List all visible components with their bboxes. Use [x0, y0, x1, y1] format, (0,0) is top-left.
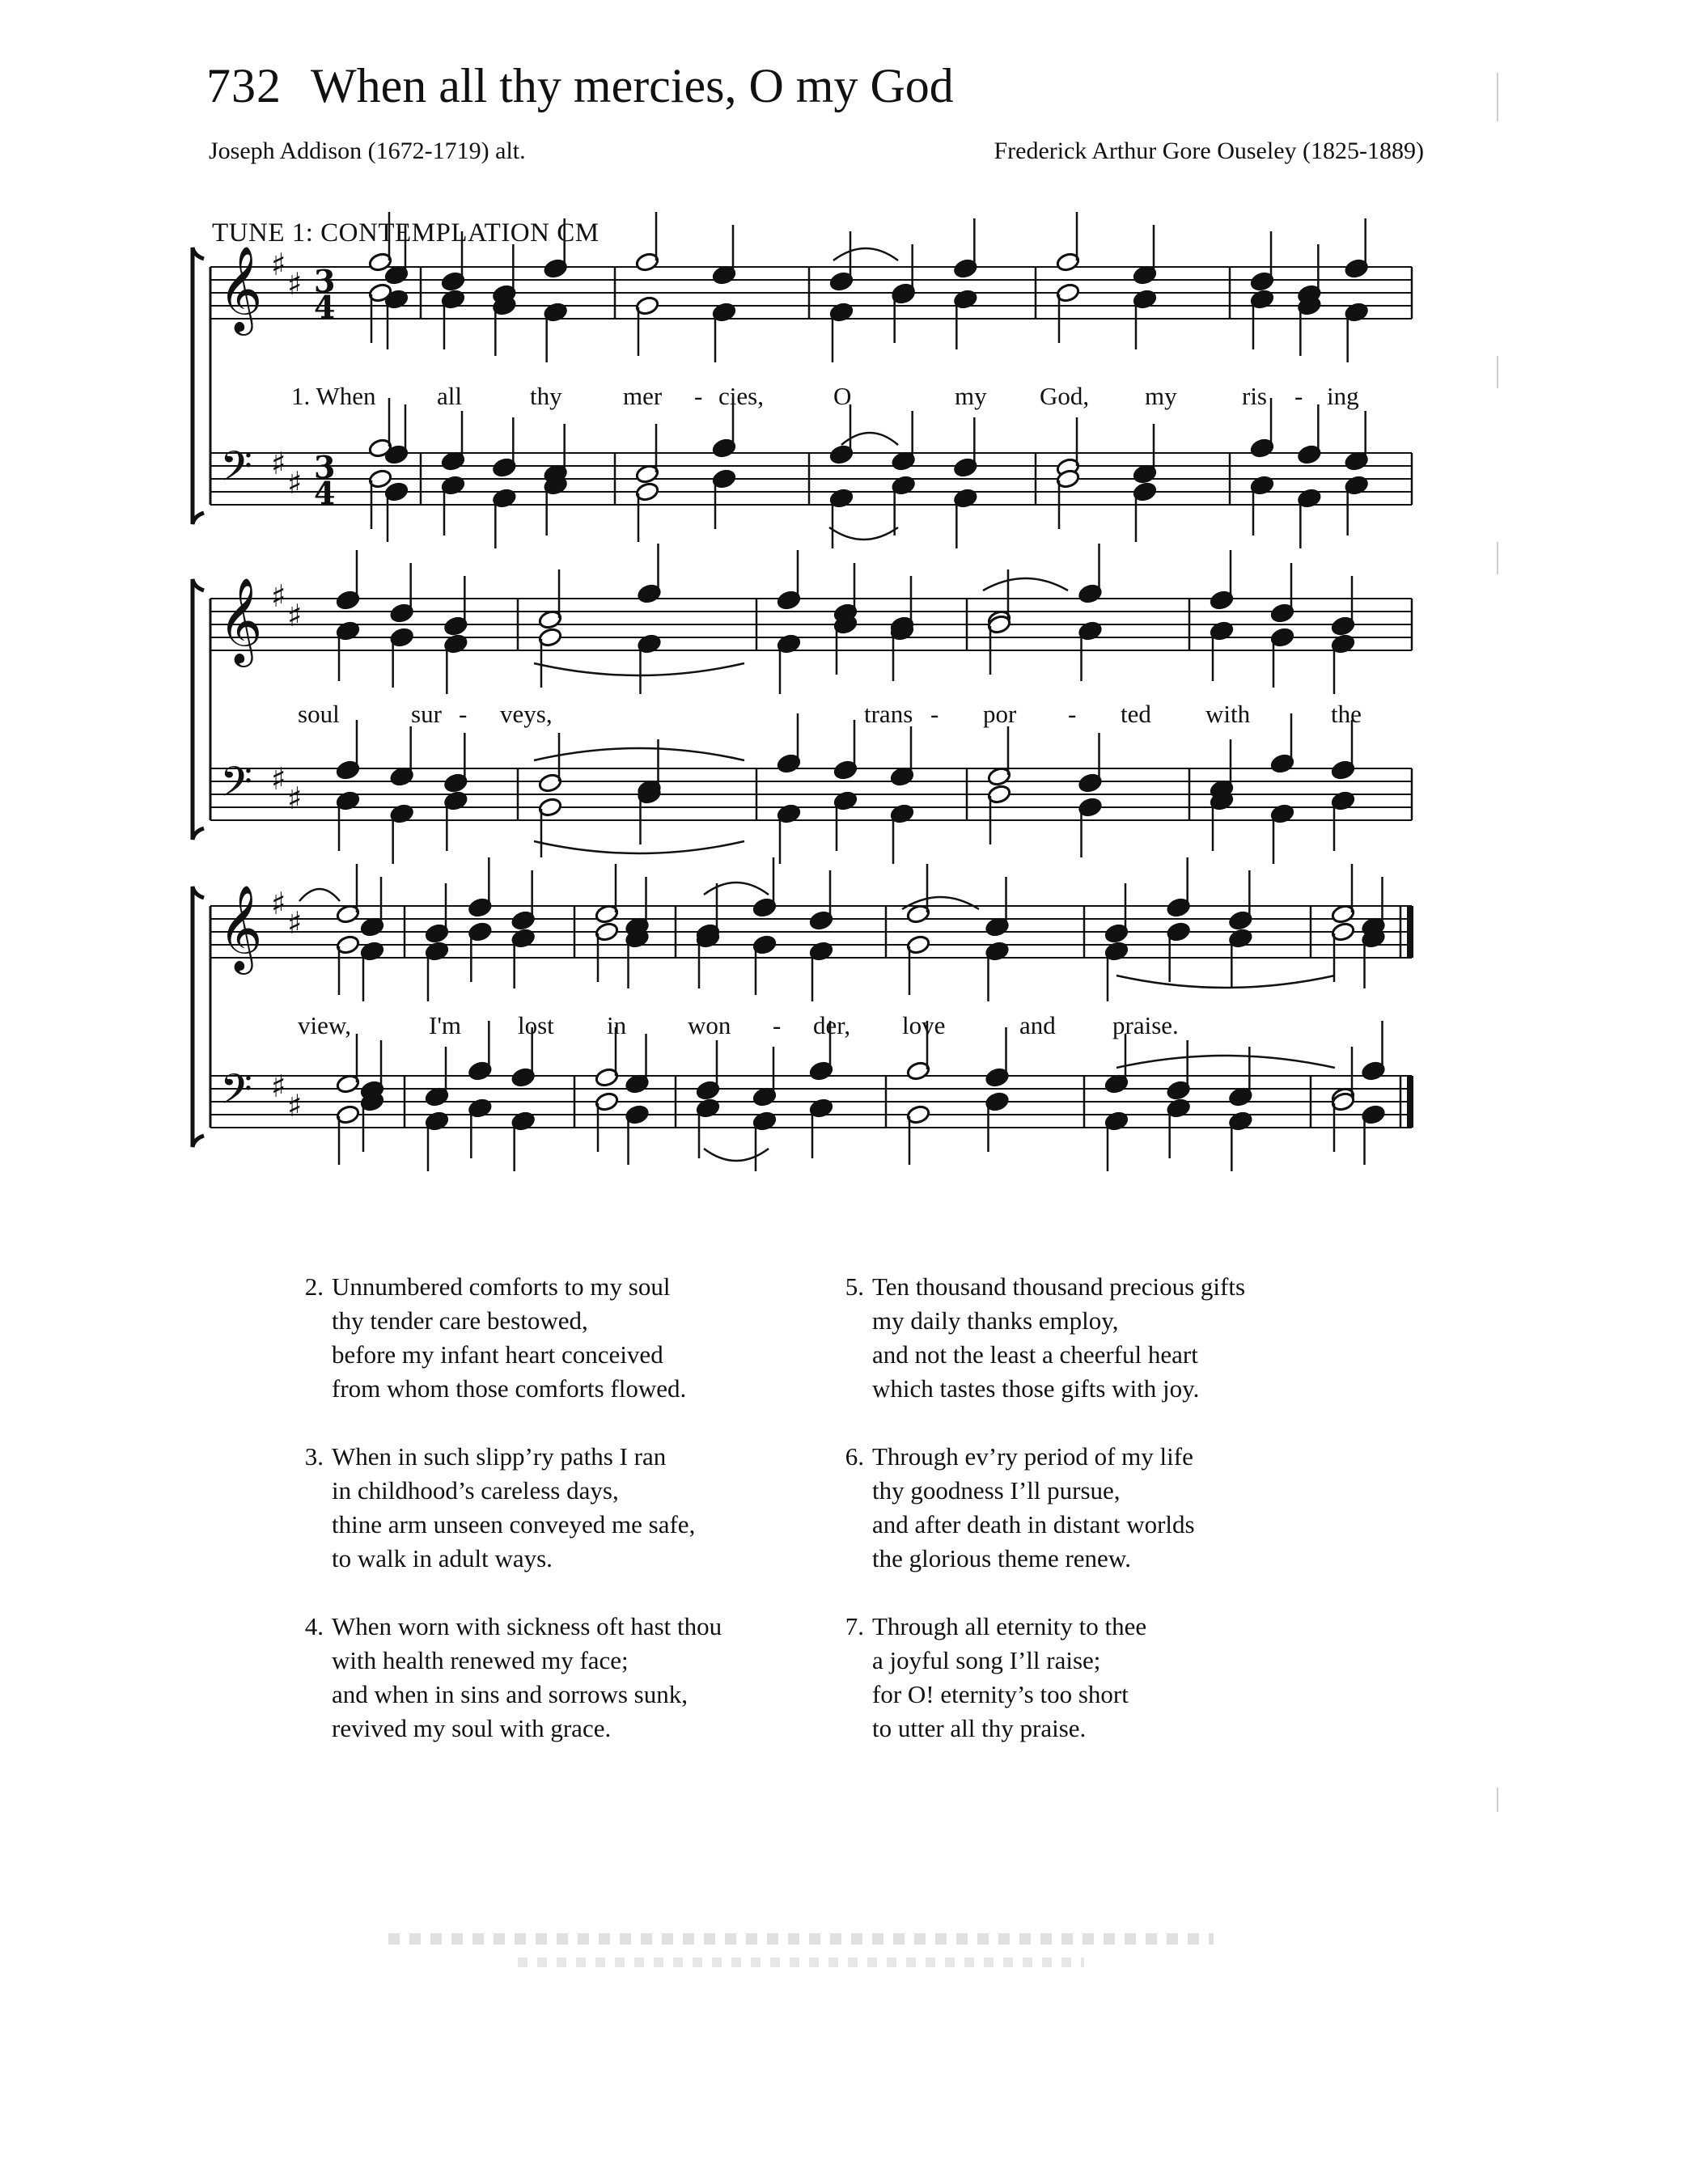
hymn-title: When all thy mercies, O my God: [311, 59, 954, 112]
verse-line: thy tender care bestowed,: [332, 1306, 588, 1335]
verse-line: thy goodness I’ll pursue,: [872, 1476, 1121, 1505]
lyric-syllable: all: [437, 382, 462, 410]
lyric-syllable: por: [983, 700, 1017, 728]
slur: [829, 527, 898, 540]
verse-number: 7.: [845, 1612, 864, 1640]
faint-footer-text: [518, 1958, 1084, 1967]
lyric-syllable: mer: [623, 382, 663, 410]
slur: [704, 882, 769, 895]
verse-6: [845, 1440, 1438, 1576]
sharp-sign: ♯: [271, 446, 286, 481]
verse-line: a joyful song I’ll raise;: [872, 1646, 1101, 1674]
verse-line: Unnumbered comforts to my soul: [332, 1272, 671, 1301]
lyric-syllable: the: [1331, 700, 1362, 728]
lyric-syllable: and: [1019, 1011, 1056, 1039]
lyric-syllable: cies,: [718, 382, 764, 410]
lyric-syllable: 1. When: [291, 382, 376, 410]
time-signature: 4: [314, 289, 336, 325]
treble-clef: 𝄞: [218, 245, 263, 332]
sharp-sign: ♯: [271, 1069, 286, 1104]
lyric-hyphen: -: [459, 700, 468, 728]
bass-clef: 𝄢: [220, 442, 252, 501]
verse-line: Ten thousand thousand precious gifts: [872, 1272, 1246, 1301]
lyric-hyphen: -: [930, 700, 939, 728]
time-signature: 3: [314, 449, 336, 485]
slur: [704, 1149, 769, 1161]
lyric-hyphen: -: [1068, 700, 1077, 728]
sharp-sign: ♯: [287, 266, 303, 302]
slur: [1116, 976, 1335, 988]
faint-footer-text: [388, 1933, 1214, 1945]
lyric-syllable: ing: [1327, 382, 1359, 410]
verse-7: [845, 1610, 1438, 1746]
composer-credit: Frederick Arthur Gore Ouseley (1825-1889): [994, 138, 1424, 164]
verse-line: When worn with sickness oft hast thou: [332, 1612, 722, 1640]
bass-clef: 𝄢: [220, 757, 252, 816]
final-bar: [1407, 906, 1413, 958]
scan-artifact: [1497, 356, 1498, 388]
lyric-syllable: O: [833, 382, 852, 410]
verse-number: 5.: [845, 1272, 864, 1301]
verse-number: 2.: [304, 1272, 324, 1301]
system-bracket: [193, 887, 204, 1147]
scan-artifact: [1497, 73, 1498, 121]
verse-line: which tastes those gifts with joy.: [872, 1374, 1200, 1403]
slur: [299, 889, 340, 901]
lyric-hyphen: -: [694, 382, 703, 410]
slur: [1116, 1056, 1335, 1068]
slur: [534, 841, 744, 853]
lyric-syllable: my: [1145, 382, 1177, 410]
sharp-sign: ♯: [271, 247, 286, 282]
verse-3: [304, 1440, 898, 1576]
sharp-sign: ♯: [287, 598, 303, 633]
verse-line: revived my soul with grace.: [332, 1714, 612, 1742]
time-signature: 4: [314, 475, 336, 511]
verse-line: thine arm unseen conveyed me safe,: [332, 1510, 696, 1539]
lyric-syllable: lost: [518, 1011, 554, 1039]
sharp-sign: ♯: [271, 886, 286, 921]
verse-line: from whom those comforts flowed.: [332, 1374, 687, 1403]
verse-line: When in such slipp’ry paths I ran: [332, 1442, 667, 1471]
slur: [534, 663, 744, 675]
verse-line: in childhood’s careless days,: [332, 1476, 619, 1505]
verse-line: Through ev’ry period of my life: [872, 1442, 1193, 1471]
verse-line: the glorious theme renew.: [872, 1544, 1131, 1572]
lyric-syllable: ted: [1121, 700, 1151, 728]
scan-artifact: [1497, 542, 1498, 574]
lyric-hyphen: -: [773, 1011, 782, 1039]
lyric-syllable: won: [688, 1011, 731, 1039]
verse-line: with health renewed my face;: [332, 1646, 629, 1674]
lyric-syllable: view,: [298, 1011, 351, 1039]
verse-5: [845, 1270, 1438, 1406]
verse-number: 3.: [304, 1442, 324, 1471]
lyric-syllable: love: [902, 1011, 946, 1039]
author-credit: Joseph Addison (1672-1719) alt.: [209, 138, 526, 164]
verse-line: and when in sins and sorrows sunk,: [332, 1680, 688, 1708]
verse-line: and after death in distant worlds: [872, 1510, 1195, 1539]
verse-line: to utter all thy praise.: [872, 1714, 1087, 1742]
lyric-syllable: thy: [530, 382, 562, 410]
verse-line: and not the least a cheerful heart: [872, 1340, 1198, 1369]
verse-line: my daily thanks employ,: [872, 1306, 1119, 1335]
verse-line: before my infant heart conceived: [332, 1340, 663, 1369]
lyric-syllable: der,: [813, 1011, 851, 1039]
sharp-sign: ♯: [287, 781, 303, 816]
treble-clef: 𝄞: [218, 884, 263, 971]
slur: [833, 248, 898, 260]
treble-clef: 𝄞: [218, 577, 263, 663]
lyric-syllable: trans: [864, 700, 913, 728]
tune-label: TUNE 1: CONTEMPLATION CM: [212, 218, 600, 248]
verse-number: 6.: [845, 1442, 864, 1471]
lyric-syllable: I'm: [429, 1011, 462, 1039]
system-bracket: [193, 579, 204, 840]
lyric-hyphen: -: [1294, 382, 1303, 410]
lyric-syllable: my: [955, 382, 987, 410]
verse-line: for O! eternity’s too short: [872, 1680, 1129, 1708]
verse-4: [304, 1610, 898, 1746]
lyric-syllable: ris: [1242, 382, 1267, 410]
lyric-syllable: God,: [1040, 382, 1090, 410]
lyric-syllable: with: [1205, 700, 1251, 728]
time-signature: 3: [314, 263, 336, 299]
lyric-syllable: veys,: [500, 700, 553, 728]
verse-2: [304, 1270, 898, 1406]
verse-line: Through all eternity to thee: [872, 1612, 1147, 1640]
sharp-sign: ♯: [287, 1088, 303, 1124]
lyric-syllable: in: [607, 1011, 627, 1039]
lyric-syllable: soul: [298, 700, 340, 728]
final-bar: [1407, 1076, 1413, 1128]
scan-artifact: [1497, 1788, 1498, 1812]
sharp-sign: ♯: [271, 761, 286, 797]
verse-line: to walk in adult ways.: [332, 1544, 553, 1572]
lyric-syllable: sur: [411, 700, 442, 728]
slur: [534, 748, 744, 760]
sharp-sign: ♯: [287, 905, 303, 941]
hymn-number: 732: [206, 59, 282, 112]
bass-clef: 𝄢: [220, 1064, 252, 1124]
sharp-sign: ♯: [271, 578, 286, 614]
slur: [983, 578, 1068, 590]
lyric-syllable: praise.: [1112, 1011, 1179, 1039]
sharp-sign: ♯: [287, 465, 303, 501]
verse-number: 4.: [304, 1612, 324, 1640]
system-bracket: [193, 248, 204, 524]
